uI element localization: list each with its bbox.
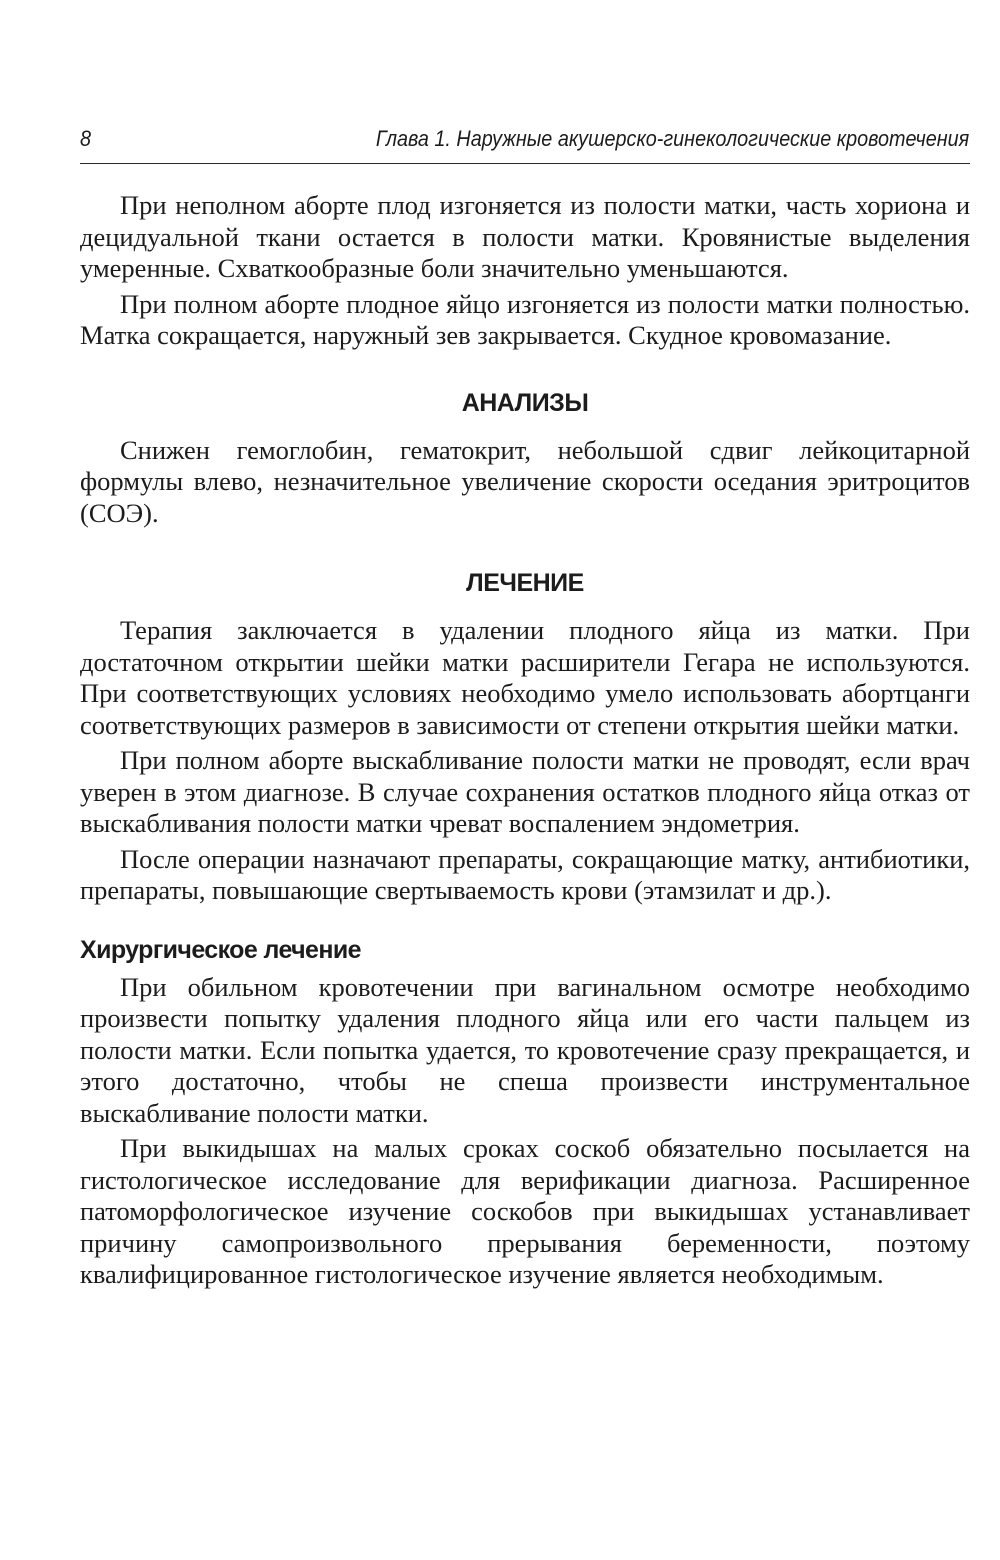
page-header <box>80 120 970 158</box>
paragraph-surgical-histology: При выкидышах на малых сроках соскоб обязательно посылается на гистологическое исследование для верификации диагноза. Расширенное патоморфологическое изучение соскобов при выкидышах устанавливает причину самопроизвольного прерывания беременности, поэтому квалифицированное гистологическое изучение является необходимым. <box>80 1133 970 1289</box>
paragraph-treatment-therapy: Терапия заключается в удалении плодного яйца из матки. При достаточном открытии шейки матки расширители Гегара не используются. При соответствующих условиях необходимо умело использовать абортцанги соответствующих размеров в зависимости от степени открытия шейки матки. <box>80 615 970 740</box>
page-body <box>80 190 970 1295</box>
paragraph-surgical-bleeding: При обильном кровотечении при вагинальном осмотре необходимо произвести попытку удаления плодного яйца или его части пальцем из полости матки. Если попытка удается, то кровотечение сразу прекращается, и этого достаточно, чтобы не спеша произвести инструментальное выскабливание полости матки. <box>80 971 970 1128</box>
section-heading-analyses: АНАЛИЗЫ <box>461 388 589 417</box>
header-divider <box>80 163 970 164</box>
running-title: Глава 1. Наружные акушерско-гинекологические кровотечения <box>375 126 970 151</box>
page-number: 8 <box>80 126 92 151</box>
paragraph-analyses: Снижен гемоглобин, гематокрит, небольшой сдвиг лейкоцитарной формулы влево, незначительное увеличение скорости оседания эритроцитов (СОЭ). <box>80 434 970 528</box>
paragraph-treatment-curettage: При полном аборте выскабливание полости матки не проводят, если врач уверен в этом диагнозе. В случае сохранения остатков плодного яйца отказ от выскабливания полости матки чреват воспалением эндометрия. <box>80 745 970 838</box>
section-heading-treatment: ЛЕЧЕНИЕ <box>466 569 584 597</box>
subsection-heading-surgical: Хирургическое лечение <box>80 935 361 964</box>
paragraph-treatment-postop: После операции назначают препараты, сокращающие матку, антибиотики, препараты, повышающие свертываемость крови (этамзилат и др.). <box>80 843 970 905</box>
paragraph-incomplete-abortion: При неполном аборте плод изгоняется из полости матки, часть хориона и децидуальной ткани остается в полости матки. Кровянистые выделения умеренные. Схваткообразные боли значительно уменьшаются. <box>80 190 970 283</box>
paragraph-complete-abortion: При полном аборте плодное яйцо изгоняется из полости матки полностью. Матка сокращается, наружный зев закрывается. Скудное кровомазание. <box>80 288 970 350</box>
